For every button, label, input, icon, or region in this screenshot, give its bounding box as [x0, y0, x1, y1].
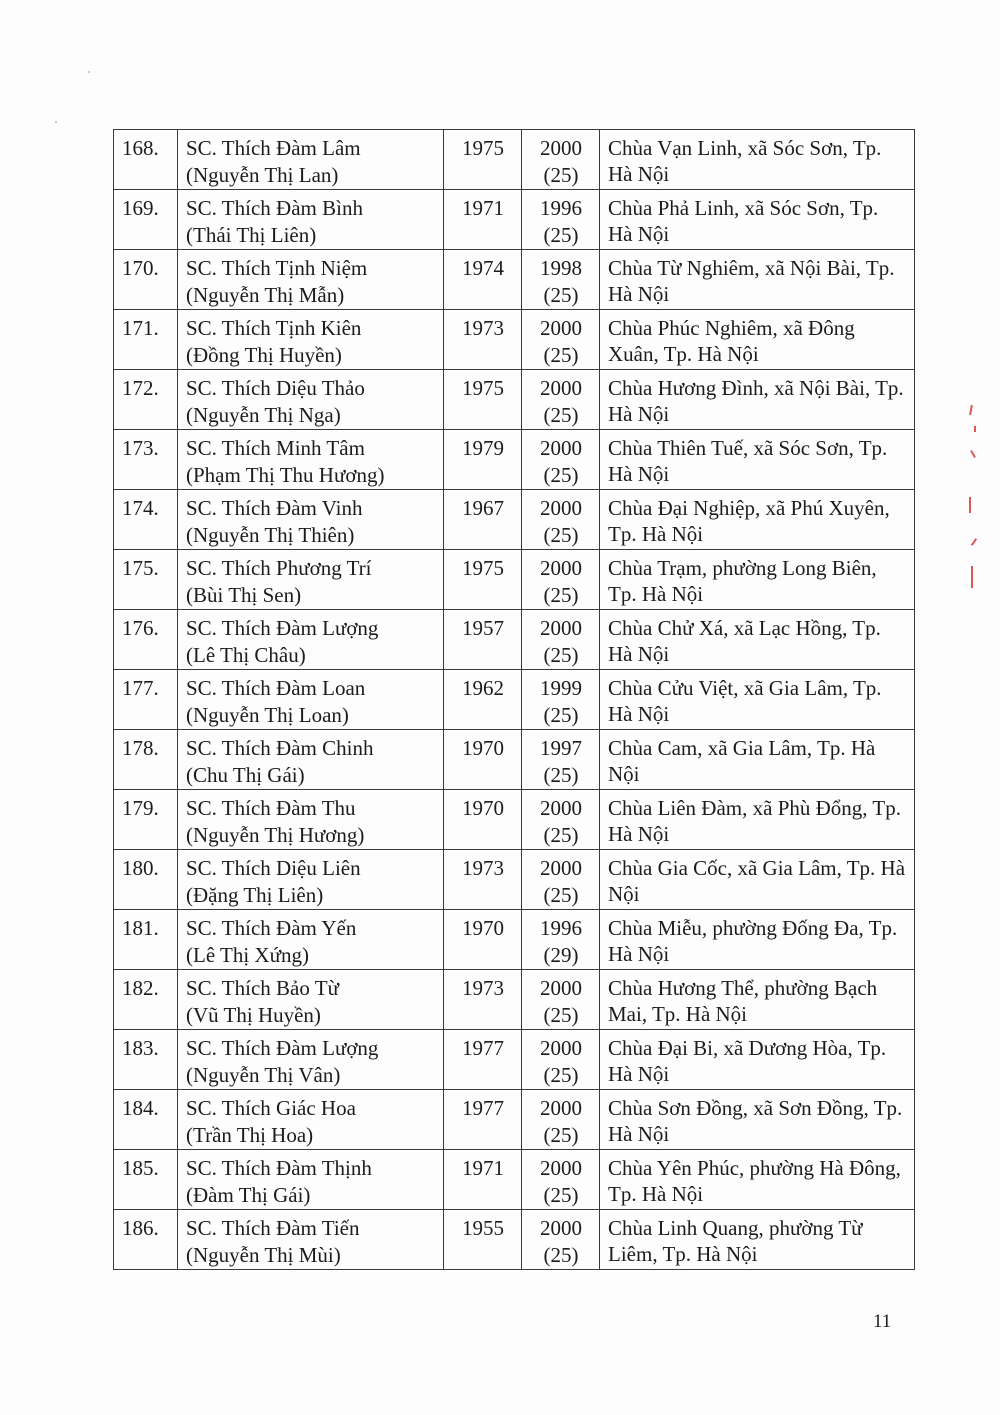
ordination-years: (25) — [543, 283, 579, 307]
table-row — [114, 1210, 915, 1270]
name-cell — [178, 190, 444, 250]
table-row — [114, 730, 915, 790]
name-cell — [178, 670, 444, 730]
table-row — [114, 430, 915, 490]
place-cell — [600, 1150, 915, 1210]
place-cell — [600, 670, 915, 730]
number-cell: 179. — [114, 790, 178, 850]
dharma-name: SC. Thích Diệu Liên — [186, 856, 361, 880]
birth-year-cell: 1973 — [444, 310, 522, 370]
ordination-years: (25) — [543, 463, 579, 487]
place-cell — [600, 130, 915, 190]
ordination-cell — [522, 190, 600, 250]
name-cell — [178, 370, 444, 430]
number-cell: 177. — [114, 670, 178, 730]
name-cell — [178, 1210, 444, 1270]
ordination-cell — [522, 790, 600, 850]
secular-name: (Nguyễn Thị Nga) — [186, 403, 341, 427]
ordination-year: 2000 — [540, 376, 582, 400]
temple-address: Chùa Hương Thể, phường Bạch Mai, Tp. Hà Nội — [608, 976, 878, 1026]
secular-name: (Nguyễn Thị Thiên) — [186, 523, 355, 547]
birth-year-cell: 1977 — [444, 1090, 522, 1150]
temple-address: Chùa Linh Quang, phường Từ Liêm, Tp. Hà Nội — [608, 1216, 863, 1266]
ordination-cell — [522, 1030, 600, 1090]
records-table-body — [114, 130, 915, 1270]
temple-address: Chùa Từ Nghiêm, xã Nội Bài, Tp. Hà Nội — [608, 256, 895, 306]
ordination-years: (25) — [543, 583, 579, 607]
name-cell — [178, 1150, 444, 1210]
table-row — [114, 250, 915, 310]
number-cell: 184. — [114, 1090, 178, 1150]
place-cell — [600, 310, 915, 370]
ordination-years: (29) — [543, 943, 579, 967]
temple-address: Chùa Vạn Linh, xã Sóc Sơn, Tp. Hà Nội — [608, 136, 882, 186]
ordination-years: (25) — [543, 883, 579, 907]
birth-year-cell: 1957 — [444, 610, 522, 670]
ordination-cell — [522, 250, 600, 310]
name-cell — [178, 910, 444, 970]
secular-name: (Nguyễn Thị Hương) — [186, 823, 365, 847]
ordination-year: 2000 — [540, 496, 582, 520]
table-row — [114, 610, 915, 670]
ordination-year: 2000 — [540, 616, 582, 640]
number-cell: 168. — [114, 130, 178, 190]
ordination-cell — [522, 310, 600, 370]
ordination-cell — [522, 550, 600, 610]
dharma-name: SC. Thích Phương Trí — [186, 556, 372, 580]
ordination-years: (25) — [543, 1183, 579, 1207]
dharma-name: SC. Thích Giác Hoa — [186, 1096, 356, 1120]
number-cell: 181. — [114, 910, 178, 970]
ordination-cell — [522, 670, 600, 730]
table-row — [114, 1090, 915, 1150]
birth-year-cell: 1975 — [444, 370, 522, 430]
name-cell — [178, 130, 444, 190]
name-cell — [178, 550, 444, 610]
ordination-year: 2000 — [540, 1096, 582, 1120]
temple-address: Chùa Cam, xã Gia Lâm, Tp. Hà Nội — [608, 736, 876, 786]
temple-address: Chùa Yên Phúc, phường Hà Đông, Tp. Hà Nội — [608, 1156, 901, 1206]
place-cell — [600, 1090, 915, 1150]
number-cell: 186. — [114, 1210, 178, 1270]
table-row — [114, 910, 915, 970]
ordination-year: 1996 — [540, 916, 582, 940]
ordination-years: (25) — [543, 1123, 579, 1147]
ordination-year: 1998 — [540, 256, 582, 280]
secular-name: (Thái Thị Liên) — [186, 223, 317, 247]
place-cell — [600, 370, 915, 430]
ordination-years: (25) — [543, 823, 579, 847]
dharma-name: SC. Thích Minh Tâm — [186, 436, 365, 460]
secular-name: (Chu Thị Gái) — [186, 763, 305, 787]
ordination-year: 2000 — [540, 976, 582, 1000]
table-row — [114, 490, 915, 550]
ordination-years: (25) — [543, 343, 579, 367]
ordination-year: 2000 — [540, 556, 582, 580]
table-row — [114, 550, 915, 610]
birth-year-cell: 1977 — [444, 1030, 522, 1090]
birth-year-cell: 1970 — [444, 910, 522, 970]
number-cell: 170. — [114, 250, 178, 310]
ordination-cell — [522, 970, 600, 1030]
ordination-years: (25) — [543, 1063, 579, 1087]
birth-year-cell: 1971 — [444, 1150, 522, 1210]
name-cell — [178, 850, 444, 910]
name-cell — [178, 1090, 444, 1150]
secular-name: (Đặng Thị Liên) — [186, 883, 324, 907]
ordination-cell — [522, 1210, 600, 1270]
ordination-years: (25) — [543, 1003, 579, 1027]
name-cell — [178, 430, 444, 490]
birth-year-cell: 1955 — [444, 1210, 522, 1270]
birth-year-cell: 1967 — [444, 490, 522, 550]
ordination-cell — [522, 850, 600, 910]
dharma-name: SC. Thích Đàm Vinh — [186, 496, 363, 520]
number-cell: 182. — [114, 970, 178, 1030]
secular-name: (Đồng Thị Huyền) — [186, 343, 342, 367]
ordination-years: (25) — [543, 223, 579, 247]
name-cell — [178, 250, 444, 310]
secular-name: (Lê Thị Xứng) — [186, 943, 309, 967]
birth-year-cell: 1975 — [444, 550, 522, 610]
temple-address: Chùa Trạm, phường Long Biên, Tp. Hà Nội — [608, 556, 877, 606]
margin-mark — [970, 450, 976, 458]
temple-address: Chùa Chử Xá, xã Lạc Hồng, Tp. Hà Nội — [608, 616, 881, 666]
number-cell: 173. — [114, 430, 178, 490]
dharma-name: SC. Thích Đàm Lượng — [186, 616, 379, 640]
table-row — [114, 790, 915, 850]
temple-address: Chùa Miễu, phường Đống Đa, Tp. Hà Nội — [608, 916, 898, 966]
ordination-years: (25) — [543, 163, 579, 187]
ordination-years: (25) — [543, 403, 579, 427]
secular-name: (Nguyễn Thị Vân) — [186, 1063, 341, 1087]
ordination-year: 1997 — [540, 736, 582, 760]
table-row — [114, 1150, 915, 1210]
dharma-name: SC. Thích Đàm Tiến — [186, 1216, 360, 1240]
birth-year-cell: 1973 — [444, 970, 522, 1030]
ordination-year: 2000 — [540, 136, 582, 160]
birth-year-cell: 1970 — [444, 790, 522, 850]
margin-mark — [971, 566, 973, 588]
temple-address: Chùa Thiên Tuế, xã Sóc Sơn, Tp. Hà Nội — [608, 436, 888, 486]
table-row — [114, 1030, 915, 1090]
name-cell — [178, 970, 444, 1030]
birth-year-cell: 1973 — [444, 850, 522, 910]
secular-name: (Nguyễn Thị Mùi) — [186, 1243, 341, 1267]
ordination-years: (25) — [543, 1243, 579, 1267]
temple-address: Chùa Phả Linh, xã Sóc Sơn, Tp. Hà Nội — [608, 196, 879, 246]
secular-name: (Đàm Thị Gái) — [186, 1183, 311, 1207]
dharma-name: SC. Thích Bảo Từ — [186, 976, 339, 1000]
ordination-years: (25) — [543, 703, 579, 727]
birth-year-cell: 1962 — [444, 670, 522, 730]
ordination-years: (25) — [543, 643, 579, 667]
place-cell — [600, 490, 915, 550]
number-cell: 174. — [114, 490, 178, 550]
secular-name: (Vũ Thị Huyền) — [186, 1003, 321, 1027]
dharma-name: SC. Thích Đàm Yến — [186, 916, 357, 940]
margin-mark — [974, 426, 976, 432]
secular-name: (Nguyễn Thị Mẫn) — [186, 283, 345, 307]
table-row — [114, 370, 915, 430]
temple-address: Chùa Phúc Nghiêm, xã Đông Xuân, Tp. Hà Nội — [608, 316, 855, 366]
ordination-cell — [522, 1150, 600, 1210]
place-cell — [600, 190, 915, 250]
dharma-name: SC. Thích Tịnh Kiên — [186, 316, 362, 340]
number-cell: 176. — [114, 610, 178, 670]
dharma-name: SC. Thích Đàm Thu — [186, 796, 356, 820]
dharma-name: SC. Thích Đàm Lượng — [186, 1036, 379, 1060]
table-row — [114, 850, 915, 910]
birth-year-cell: 1975 — [444, 130, 522, 190]
page-number: 11 — [873, 1311, 892, 1332]
temple-address: Chùa Sơn Đồng, xã Sơn Đồng, Tp. Hà Nội — [608, 1096, 903, 1146]
ordination-years: (25) — [543, 523, 579, 547]
number-cell: 185. — [114, 1150, 178, 1210]
secular-name: (Trần Thị Hoa) — [186, 1123, 314, 1147]
dharma-name: SC. Thích Tịnh Niệm — [186, 256, 368, 280]
place-cell — [600, 250, 915, 310]
temple-address: Chùa Cửu Việt, xã Gia Lâm, Tp. Hà Nội — [608, 676, 882, 726]
ordination-cell — [522, 1090, 600, 1150]
number-cell: 172. — [114, 370, 178, 430]
ordination-year: 2000 — [540, 436, 582, 460]
place-cell — [600, 850, 915, 910]
secular-name: (Bùi Thị Sen) — [186, 583, 302, 607]
birth-year-cell: 1979 — [444, 430, 522, 490]
secular-name: (Phạm Thị Thu Hương) — [186, 463, 385, 487]
name-cell — [178, 790, 444, 850]
ordination-cell — [522, 610, 600, 670]
ordination-year: 2000 — [540, 796, 582, 820]
ordination-cell — [522, 730, 600, 790]
dharma-name: SC. Thích Đàm Loan — [186, 676, 366, 700]
place-cell — [600, 1030, 915, 1090]
place-cell — [600, 610, 915, 670]
ordination-cell — [522, 430, 600, 490]
temple-address: Chùa Đại Nghiệp, xã Phú Xuyên, Tp. Hà Nội — [608, 496, 890, 546]
name-cell — [178, 490, 444, 550]
place-cell — [600, 550, 915, 610]
table-row — [114, 130, 915, 190]
table-row — [114, 970, 915, 1030]
margin-mark — [971, 538, 977, 546]
name-cell — [178, 310, 444, 370]
place-cell — [600, 790, 915, 850]
place-cell — [600, 970, 915, 1030]
ordination-year: 1996 — [540, 196, 582, 220]
ordination-cell — [522, 490, 600, 550]
birth-year-cell: 1971 — [444, 190, 522, 250]
ordination-year: 1999 — [540, 676, 582, 700]
number-cell: 183. — [114, 1030, 178, 1090]
table-row — [114, 190, 915, 250]
margin-mark — [969, 497, 971, 513]
temple-address: Chùa Liên Đàm, xã Phù Đổng, Tp. Hà Nội — [608, 796, 901, 846]
temple-address: Chùa Gia Cốc, xã Gia Lâm, Tp. Hà Nội — [608, 856, 906, 906]
table-row — [114, 670, 915, 730]
birth-year-cell: 1974 — [444, 250, 522, 310]
place-cell — [600, 1210, 915, 1270]
margin-mark — [969, 405, 973, 415]
place-cell — [600, 430, 915, 490]
birth-year-cell: 1970 — [444, 730, 522, 790]
dharma-name: SC. Thích Đàm Chinh — [186, 736, 374, 760]
ordination-years: (25) — [543, 763, 579, 787]
name-cell — [178, 610, 444, 670]
number-cell: 169. — [114, 190, 178, 250]
ordination-cell — [522, 370, 600, 430]
ordination-cell — [522, 910, 600, 970]
dharma-name: SC. Thích Diệu Thảo — [186, 376, 365, 400]
secular-name: (Nguyễn Thị Lan) — [186, 163, 339, 187]
number-cell: 180. — [114, 850, 178, 910]
ordination-year: 2000 — [540, 856, 582, 880]
temple-address: Chùa Đại Bi, xã Dương Hòa, Tp. Hà Nội — [608, 1036, 887, 1086]
place-cell — [600, 730, 915, 790]
scan-speck — [88, 71, 90, 73]
ordination-cell — [522, 130, 600, 190]
number-cell: 171. — [114, 310, 178, 370]
name-cell — [178, 730, 444, 790]
ordination-year: 2000 — [540, 316, 582, 340]
scan-speck — [55, 121, 57, 123]
temple-address: Chùa Hương Đình, xã Nội Bài, Tp. Hà Nội — [608, 376, 904, 426]
ordination-year: 2000 — [540, 1036, 582, 1060]
secular-name: (Nguyễn Thị Loan) — [186, 703, 349, 727]
dharma-name: SC. Thích Đàm Lâm — [186, 136, 361, 160]
place-cell — [600, 910, 915, 970]
records-table — [113, 129, 915, 1270]
dharma-name: SC. Thích Đàm Thịnh — [186, 1156, 372, 1180]
ordination-year: 2000 — [540, 1156, 582, 1180]
table-row — [114, 310, 915, 370]
name-cell — [178, 1030, 444, 1090]
ordination-year: 2000 — [540, 1216, 582, 1240]
secular-name: (Lê Thị Châu) — [186, 643, 306, 667]
dharma-name: SC. Thích Đàm Bình — [186, 196, 363, 220]
number-cell: 178. — [114, 730, 178, 790]
number-cell: 175. — [114, 550, 178, 610]
